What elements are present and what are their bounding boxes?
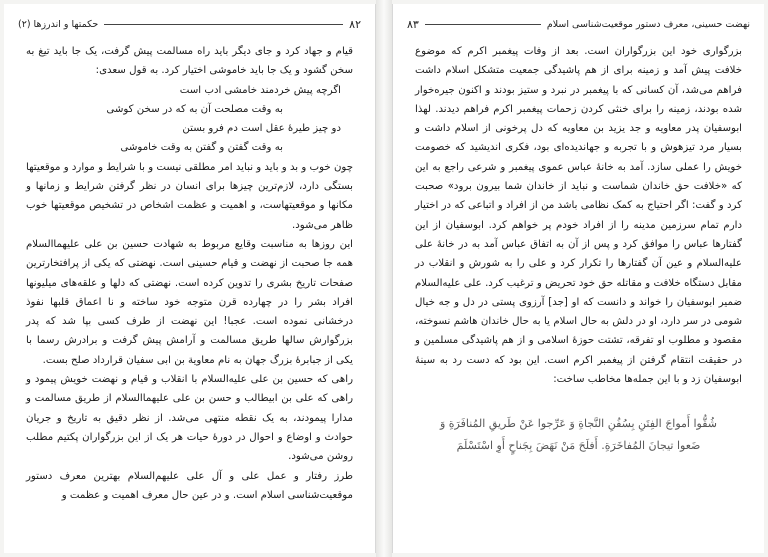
right-page-number: ۸۳ — [407, 17, 419, 31]
quote-line: شُقُّوا أَمواجَ الفِتَنِ بِسُفُنِ النَّجاةِ وَ عَرِّجوا عَنْ طَريقِ المُنافَرَةِ وَ — [439, 417, 717, 431]
paragraph: راهی که حسین بن علی علیه‌السلام با انقلاب و قیام و نهضت خویش پیمود و راهی که علی بن ابیطالب و حسن بن علی علیهماالسلام از طریق مسالمت و مدارا پیمودند، به یک نقطه منتهی می‌شد. از نظر دقیق به تاریخ و جریان حوادث و اوضاع و احوال در دورهٔ حیات هر یک از این بزرگواران پکتیم مطلب روشن می‌شود. — [26, 374, 353, 463]
paragraph: طرز رفتار و عمل علی و آل علی علیهم‌السلام بهترین معرف دستور موقعیت‌شناسی اسلام است. و در عین حال معرف اهمیت و عظمت و — [26, 470, 353, 501]
arabic-quote — [415, 413, 742, 457]
right-running-head: نهضت حسینی، معرف دستور موقعیت‌شناسی اسلام — [546, 18, 750, 30]
poem-verse: دو چیز طیرهٔ عقل است دم فرو بستن — [182, 123, 341, 135]
left-running-head: حکمتها و اندرزها (۲) — [18, 18, 99, 30]
right-page-body — [415, 42, 742, 547]
left-page-number: ۸۲ — [349, 17, 361, 31]
paragraph: قیام و جهاد کرد و جای دیگر باید راه مسالمت پیش گرفت، یک جا باید تیغ به سخن گشود و یک جا باید خاموشی اختیار کرد. به قول سعدی: — [26, 46, 353, 77]
quote-line: ضَعوا تيجانَ المُفاخَرَةِ. أَفلَحَ مَنْ نَهَضَ بِجَناحٍ أَوِ اسْتَسْلَمَ — [456, 439, 701, 453]
paragraph: این روزها به مناسبت وقایع مربوط به شهادت حسین بن علی علیهماالسلام همه جا صحبت از نهضت و قیام حسینی است. نهضتی که یکی از پرافتخارترین صفحات تاریخ بشری را تدوین کرده است. نهضتی که دلها و علقه‌های میلیونها افراد بشر را در چهارده قرن متوجه خود ساخته و نا اعماق قلبها نفوذ درخشانی نموده است. عجبا! این نهضت از طرف کسی بپا شد که پدر بزرگوارش سالها طریق مسالمت و آرامش پیش گرفت و برادرش رسما با یکی از جبابرهٔ بزرگ جهان به نام معاویة بن ابی سفیان قرارداد صلح بست. — [26, 238, 353, 366]
poem-verse: به وقت گفتن و گفتن به وقت خاموشی — [120, 142, 283, 154]
header-rule — [425, 24, 541, 25]
poem-verse: به وقت مصلحت آن به که در سخن کوشی — [106, 103, 283, 115]
left-page — [4, 4, 376, 553]
poem-verse: اگرچه پیش خردمند خامشی ادب است — [179, 84, 341, 96]
header-rule — [104, 24, 343, 25]
left-page-body — [26, 42, 353, 547]
paragraph: چون خوب و بد و باید و نباید امر مطلقی نیست و با شرایط و موارد و موقعیتها بستگی دارد، لازم‌ترین چیزها برای انسان در نظر گرفتن شرایط و زمانها و مکانها و موقعیتهاست، و اهمیت و عظمت اشخاص در تشخیص موقعیتها خوب ظاهر می‌شود. — [26, 161, 353, 231]
right-page-header — [407, 15, 750, 33]
paragraph: بزرگواری خود این بزرگواران است. بعد از وفات پیغمبر اکرم که موضوع خلافت پیش آمد و زمینه برای از هم پاشیدگی جمعیت متشکل اسلام داشت فراهم می‌شد، آن کسانی که با پیغمبر در نبرد و ستیز بودند و اکنون جیره‌خوار شده بودند، زمینه را برای خنثی کردن زحمات پیغمبر اکرم فراهم دیدند. لهذا ابوسفیان پدر معاویه و جد یزید بن معاویه که دل پرخونی از اسلام داشت و بسیار مرد تیزهوش و با تجربه و جهاندیده‌ای بود، فکری اندیشید که خصومت خویش را عملی سازد. آمد به خانهٔ عباس عموی پیغمبر و شرعی راجع به این که «خلافت حق خاندان شماست و نباید از خاندان شما بیرون برود» صحبت کرد و گفت: اگر احتیاج به کمک نظامی باشد من از افراد و اتباعی که در اختیار دارم تمام سرزمین مدینه را از افراد خودم پر خواهم کرد. ابوسفیان از این گفتارها عباس را موافق کرد و پس از آن به اتفاق عباس آمد به در خانهٔ علی علیه‌السلام و عین آن گفتارها را تکرار کرد و علی را به شورش و انقلاب در مقابل دستگاه خلافت و مقاتله حق خود تحریض و ترغیب کرد. علی علیه‌السلام ضمیر ابوسفیان را خواند و دانست که او [جد] آرزوی پستی در دل و جه خیال شومی در سر دارد، او در دلش به حال اسلام یا به حال خاندان هاشم نسوخته، مقصود و مطلوب او تفرقه، تشتت حوزهٔ اسلامی و از هم پاشیدگی مسلمین و در حقیقت انتقام گرفتن از پیغمبر اکرم است. این بود که دست رد به سینهٔ ابوسفیان زد و با این جمله‌ها مخاطب ساخت: — [415, 46, 742, 386]
book-gutter — [376, 0, 392, 557]
right-page — [392, 4, 764, 553]
left-page-header — [18, 15, 361, 33]
